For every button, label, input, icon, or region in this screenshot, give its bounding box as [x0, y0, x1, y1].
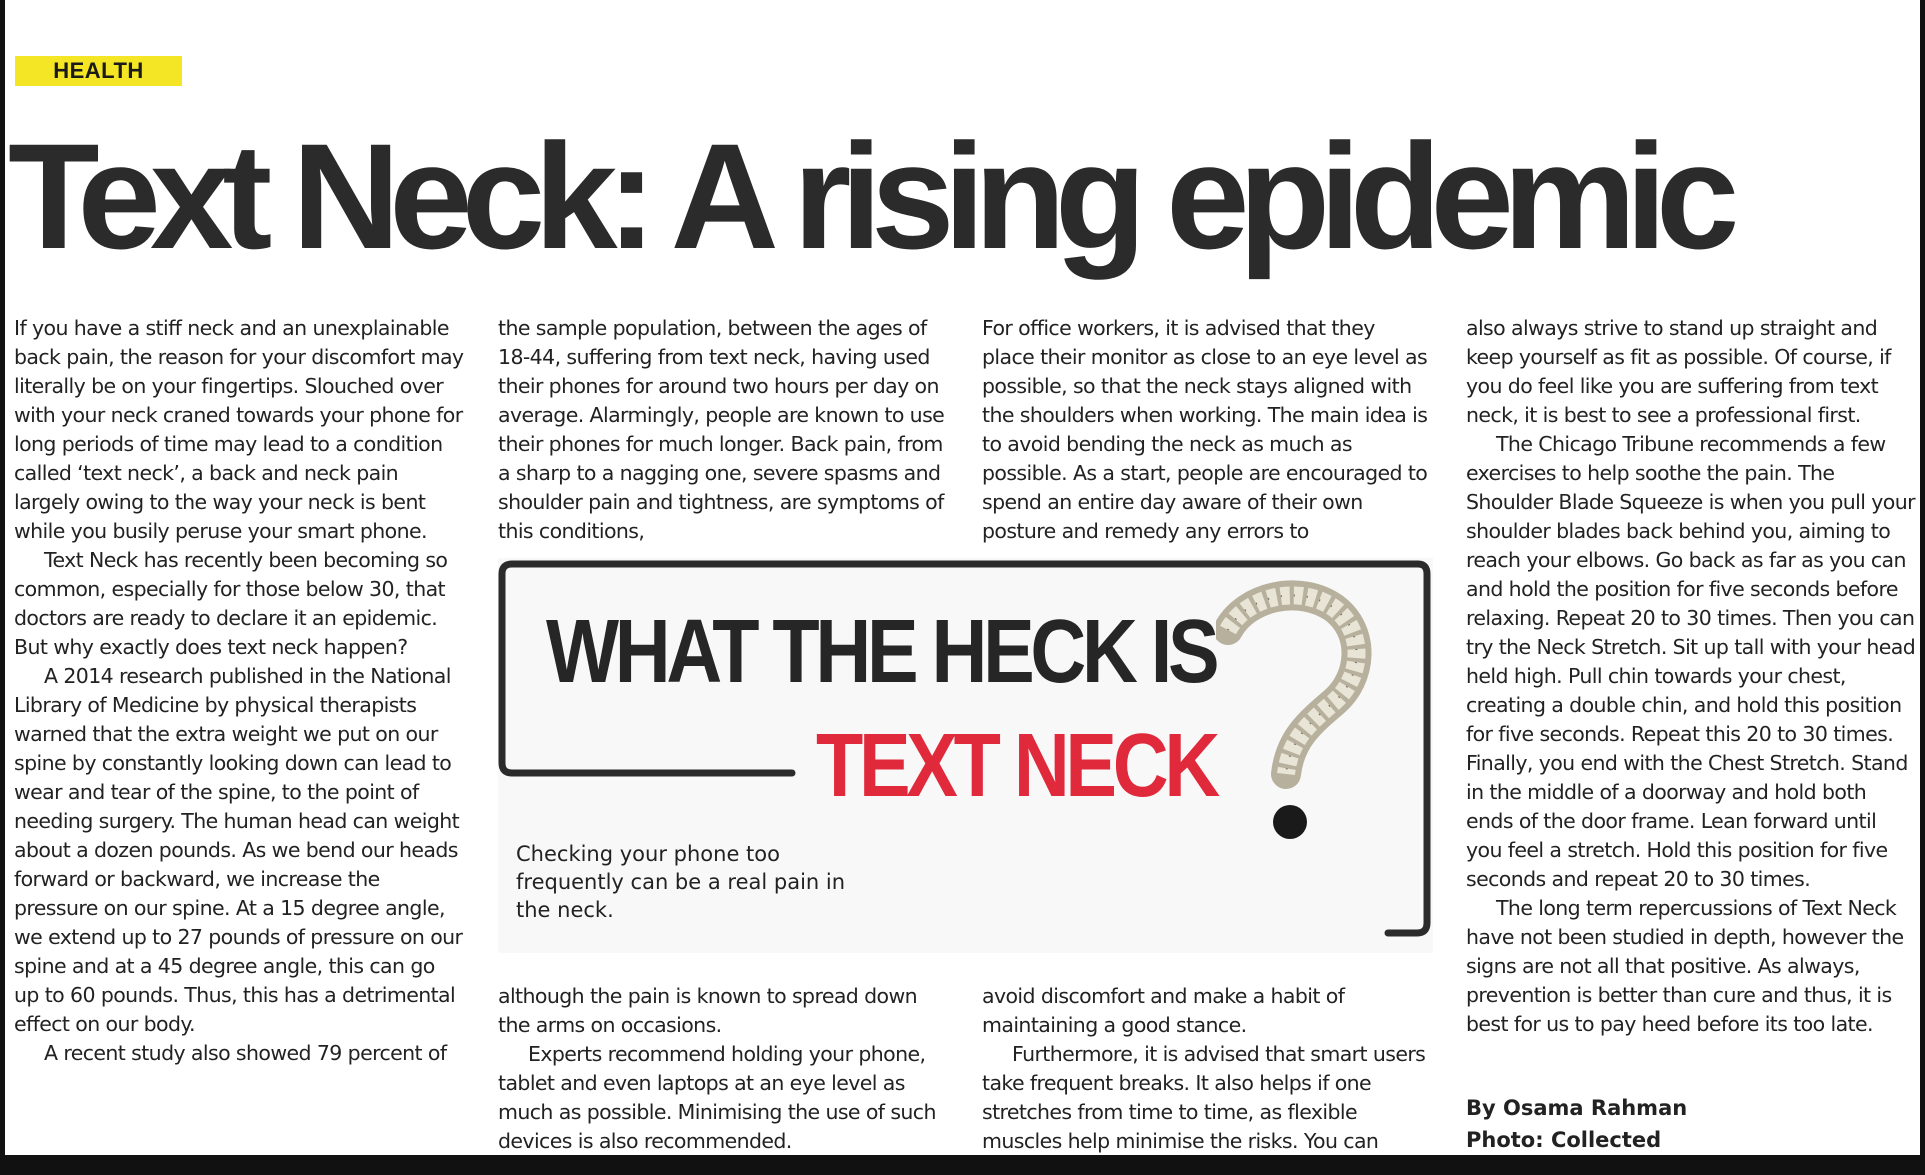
article-column-3-bottom: [982, 982, 1432, 1156]
paragraph: avoid discomfort and make a habit of maintaining a good stance.: [982, 984, 1345, 1037]
paragraph: Experts recommend holding your phone, tablet and even laptops at an eye level as much as possible. Minimising the use of such devices is also recommended.: [498, 1042, 936, 1153]
infographic-title-line1: WHAT THE HECK IS: [546, 602, 1216, 702]
paragraph: also always strive to stand up straight and keep yourself as fit as possible. Of course, if you do feel like you are suffering from text neck, it is best to see a professional first.: [1466, 316, 1891, 427]
infographic-caption: Checking your phone too frequently can be a real pain in the neck.: [516, 842, 846, 922]
paragraph: A recent study also showed 79 percent of: [44, 1041, 447, 1065]
paragraph: If you have a stiff neck and an unexplainable back pain, the reason for your discomfort may literally be on your fingertips. Slouched over with your neck craned towards your phone for long periods of time may lead to a condition called ‘text neck’, a back and neck pain largely owing to the way your neck is bent while you busily peruse your smart phone.: [14, 316, 464, 543]
article-column-1: [14, 314, 464, 1068]
article-column-2-top: [498, 314, 948, 546]
page-edge-left: [0, 0, 5, 1175]
paragraph: although the pain is known to spread down the arms on occasions.: [498, 984, 918, 1037]
paragraph: Text Neck has recently been becoming so common, especially for those below 30, that doctors are ready to declare it an epidemic. But why exactly does text neck happen?: [14, 548, 448, 659]
headline: Text Neck: A rising epidemic: [8, 112, 1729, 280]
article-column-4: [1466, 314, 1916, 1039]
article-column-3-top: [982, 314, 1432, 546]
page-edge-right: [1920, 0, 1925, 1175]
paragraph: For office workers, it is advised that they place their monitor as close to an eye level as possible, so that the neck stays aligned with the shoulders when working. The main idea is to avoid bending the neck as much as possible. As a start, people are encouraged to spend an entire day aware of their own posture and remedy any errors to: [982, 316, 1428, 543]
paragraph: the sample population, between the ages of 18-44, suffering from text neck, having used their phones for around two hours per day on average. Alarmingly, people are known to use their phones for much longer. Back pain, from a sharp to a nagging one, severe spasms and shoulder pain and tightness, are symptoms of this conditions,: [498, 316, 945, 543]
paragraph: The Chicago Tribune recommends a few exercises to help soothe the pain. The Shoulder Blade Squeeze is when you pull your shoulder blades back behind you, aiming to reach your elbows. Go back as far as you can and hold the position for five seconds before relaxing. Repeat 20 to 30 times. Then you can try the Neck Stretch. Sit up tall with your head held high. Pull chin towards your chest, creating a double chin, and hold this position for five seconds. Repeat this 20 to 30 times. Finally, you end with the Chest Stretch. Stand in the middle of a doorway and hold both ends of the door frame. Lean forward until you feel a stretch. Hold this position for five seconds and repeat 20 to 30 times.: [1466, 432, 1916, 891]
paragraph: The long term repercussions of Text Neck have not been studied in depth, however the signs are not all that positive. As always, prevention is better than cure and thus, it is best for us to pay heed before its too late.: [1466, 896, 1904, 1036]
byline: [1466, 1092, 1687, 1156]
section-label: HEALTH: [15, 56, 182, 86]
byline-author: By Osama Rahman: [1466, 1096, 1688, 1120]
byline-photo-credit: Photo: Collected: [1466, 1128, 1662, 1152]
infographic-title-line2: TEXT NECK: [816, 716, 1216, 816]
paragraph: Furthermore, it is advised that smart users take frequent breaks. It also helps if one stretches from time to time, as flexible muscles help minimise the risks. You can: [982, 1042, 1426, 1153]
article-column-2-bottom: [498, 982, 948, 1156]
spine-question-mark-icon: [1216, 578, 1376, 868]
paragraph: A 2014 research published in the National Library of Medicine by physical therapists warned that the extra weight we put on our spine by constantly looking down can lead to wear and tear of the spine, to the point of needing surgery. The human head can weight about a dozen pounds. As we bend our heads forward or backward, we increase the pressure on our spine. At a 15 degree angle, we extend up to 27 pounds of pressure on our spine and at a 45 degree angle, this can go up to 60 pounds. Thus, this has a detrimental effect on our body.: [14, 664, 463, 1036]
text-neck-infographic: [498, 558, 1433, 953]
